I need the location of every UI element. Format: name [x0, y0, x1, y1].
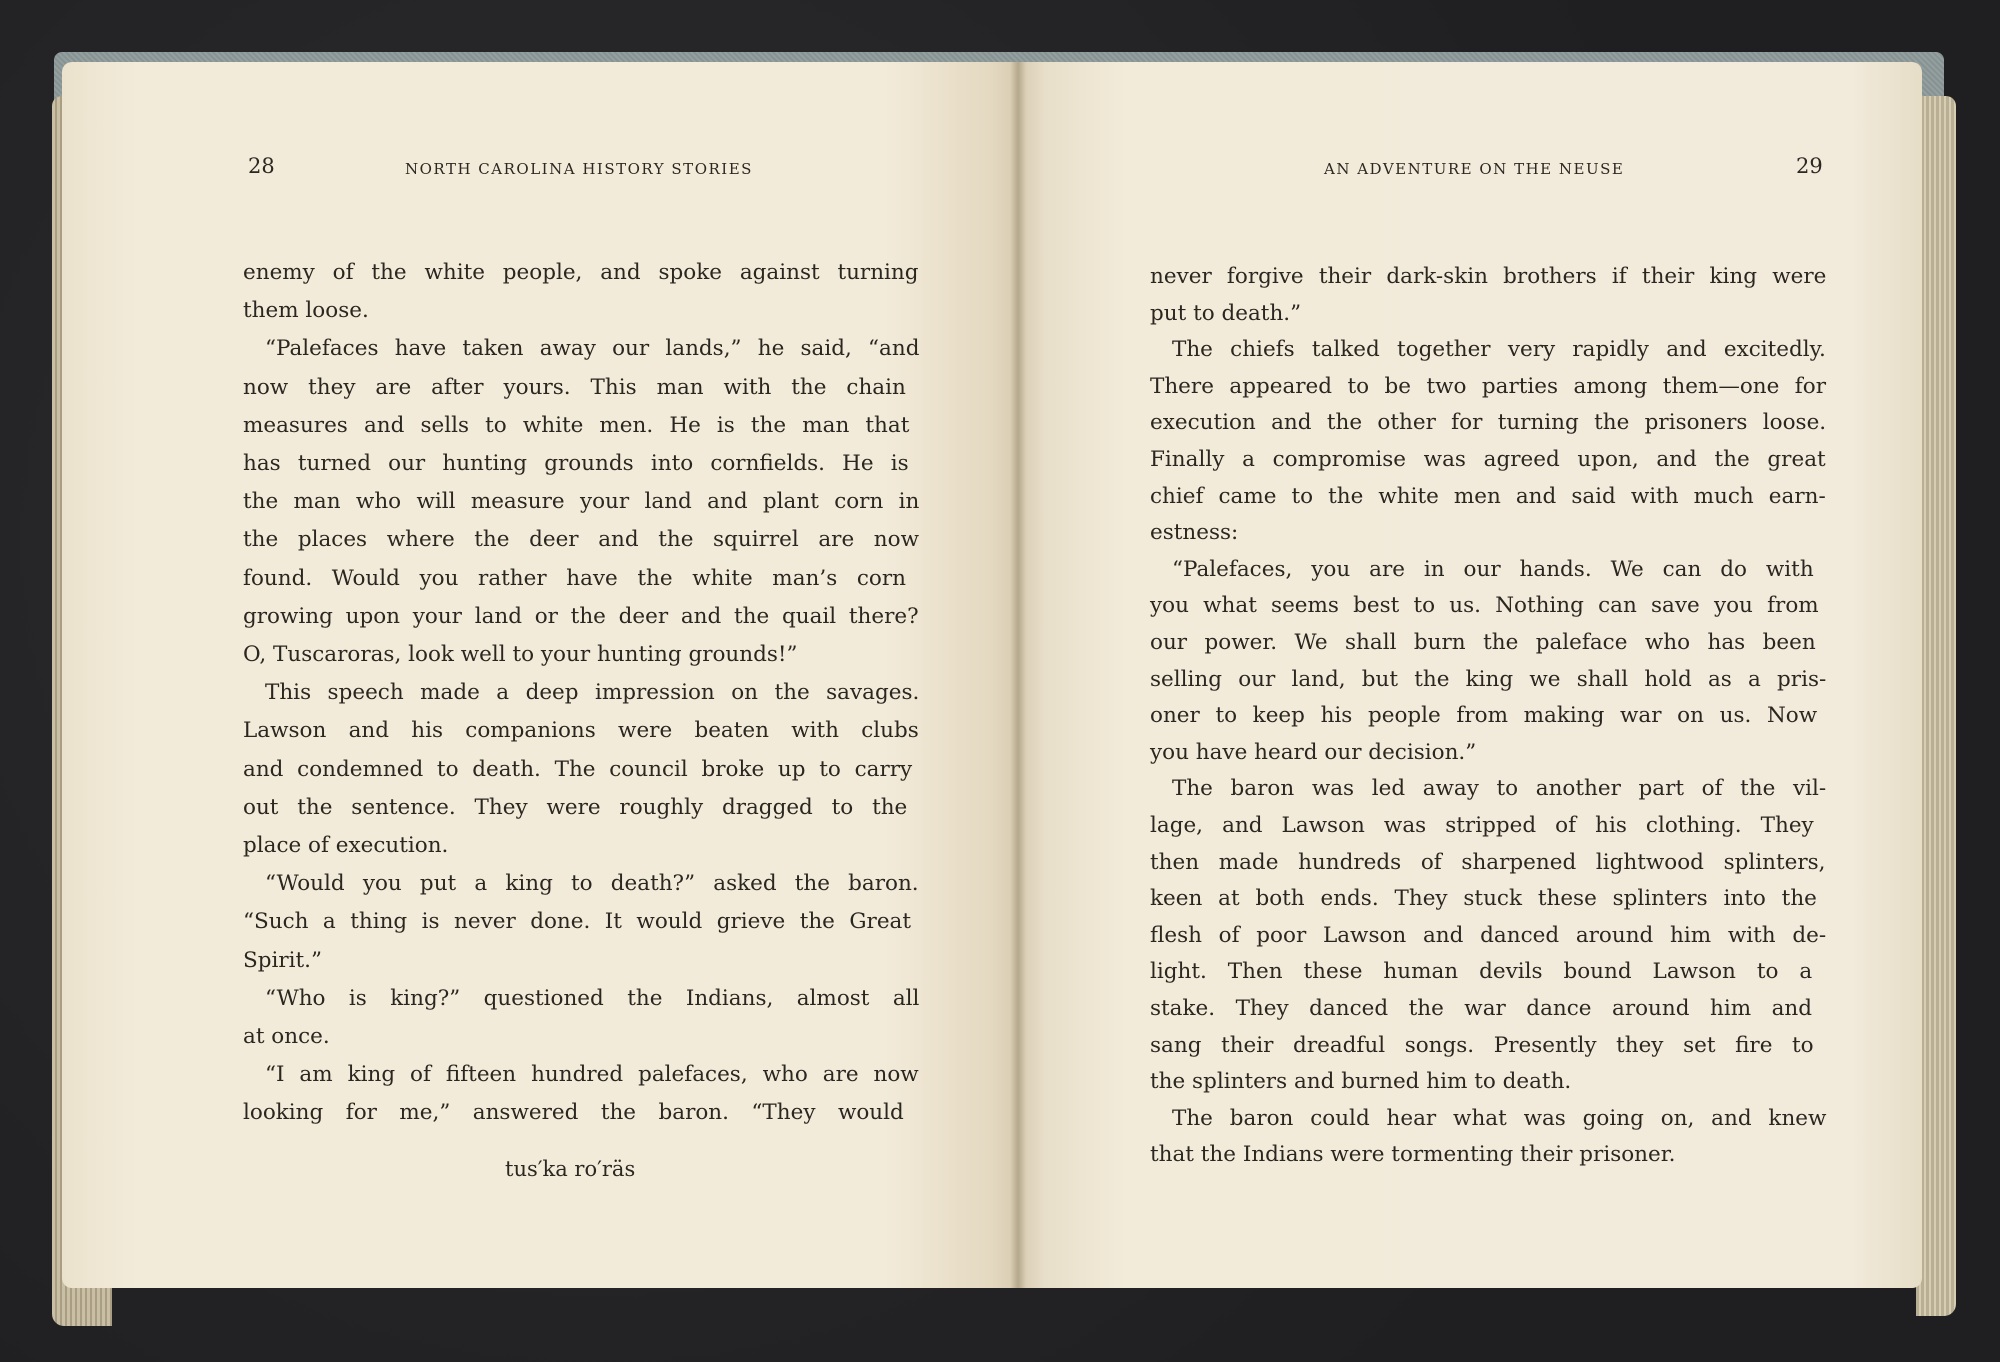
text-line: selling our land, but the king we shall hold as a pris- [1150, 666, 1827, 692]
text-line: “I am king of fifteen hundred palefaces, who are now [265, 1062, 919, 1088]
text-line: out the sentence. They were roughly dragged to the [243, 794, 908, 820]
text-line: “Palefaces have taken away our lands,” he said, “and [265, 336, 920, 362]
text-line: at once. [243, 1024, 330, 1049]
text-line: the places where the deer and the squirrel are now [243, 527, 919, 553]
text-line: The baron could hear what was going on, and knew [1172, 1105, 1827, 1131]
text-line: our power. We shall burn the paleface who has been [1150, 630, 1816, 655]
text-line: Spirit.” [243, 947, 322, 973]
text-line: light. Then these human devils bound Lawson to a [1150, 959, 1813, 985]
text-line: looking for me,” answered the baron. “They would [243, 1100, 904, 1126]
text-line: sang their dreadful songs. Presently they set fire to [1150, 1032, 1814, 1058]
text-line: put to death.” [1150, 300, 1302, 326]
text-line: There appeared to be two parties among them—one for [1150, 373, 1826, 399]
text-line: them loose. [243, 298, 369, 324]
pronunciation-footnote: tus′ka ro′räs [505, 1157, 636, 1181]
left-page-text [243, 262, 923, 1142]
text-line: “Would you put a king to death?” asked the baron. [265, 871, 919, 897]
text-line: you have heard our decision.” [1150, 739, 1477, 765]
text-line: “Who is king?” questioned the Indians, almost all [265, 985, 920, 1011]
text-line: The chiefs talked together very rapidly and excitedly. [1172, 337, 1826, 363]
book-gutter [1010, 62, 1026, 1288]
text-line: The baron was led away to another part of the vil- [1172, 776, 1827, 802]
left-running-head: NORTH CAROLINA HISTORY STORIES [405, 160, 753, 178]
text-line: you what seems best to us. Nothing can save you from [1150, 593, 1819, 619]
text-line: estness: [1150, 520, 1239, 546]
right-page-text [1150, 266, 1830, 1176]
text-line: measures and sells to white men. He is the man that [243, 412, 910, 438]
text-line: “Palefaces, you are in our hands. We can do with [1172, 556, 1814, 582]
text-line: execution and the other for turning the prisoners loose. [1150, 410, 1827, 436]
text-line: then made hundreds of sharpened lightwood splinters, [1150, 849, 1826, 875]
text-line: now they are after yours. This man with the chain [243, 374, 906, 400]
text-line: keen at both ends. They stuck these splinters into the [1150, 886, 1817, 912]
right-running-head: AN ADVENTURE ON THE NEUSE [1324, 160, 1625, 178]
text-line: flesh of poor Lawson and danced around him with de- [1150, 922, 1827, 948]
text-line: lage, and Lawson was stripped of his clothing. They [1150, 813, 1814, 838]
text-line: enemy of the white people, and spoke against turning [243, 260, 919, 285]
text-line: found. Would you rather have the white man’s corn [243, 565, 906, 591]
text-line: stake. They danced the war dance around him and [1150, 996, 1813, 1021]
text-line: that the Indians were tormenting their prisoner. [1150, 1142, 1676, 1168]
text-line: place of execution. [243, 833, 449, 858]
text-line: chief came to the white men and said with much earn- [1150, 483, 1826, 509]
text-line: and condemned to death. The council broke up to carry [243, 756, 913, 782]
text-line: “Such a thing is never done. It would grieve the Great [243, 909, 912, 935]
text-line: has turned our hunting grounds into cornfields. He is [243, 451, 909, 476]
text-line: the splinters and burned him to death. [1150, 1069, 1572, 1095]
text-line: O, Tuscaroras, look well to your hunting grounds!” [243, 642, 798, 667]
left-page-number: 28 [248, 154, 275, 178]
text-line: oner to keep his people from making war on us. Now [1150, 703, 1818, 729]
text-line: the man who will measure your land and plant corn in [243, 489, 920, 515]
right-page-number: 29 [1796, 154, 1823, 178]
text-line: Lawson and his companions were beaten with clubs [243, 718, 919, 744]
text-line: growing upon your land or the deer and the quail there? [243, 603, 919, 629]
text-line: This speech made a deep impression on the savages. [265, 680, 920, 706]
text-line: Finally a compromise was agreed upon, and the great [1150, 447, 1826, 472]
right-page-edges [1916, 96, 1956, 1316]
text-line: never forgive their dark-skin brothers if their king were [1150, 264, 1827, 289]
